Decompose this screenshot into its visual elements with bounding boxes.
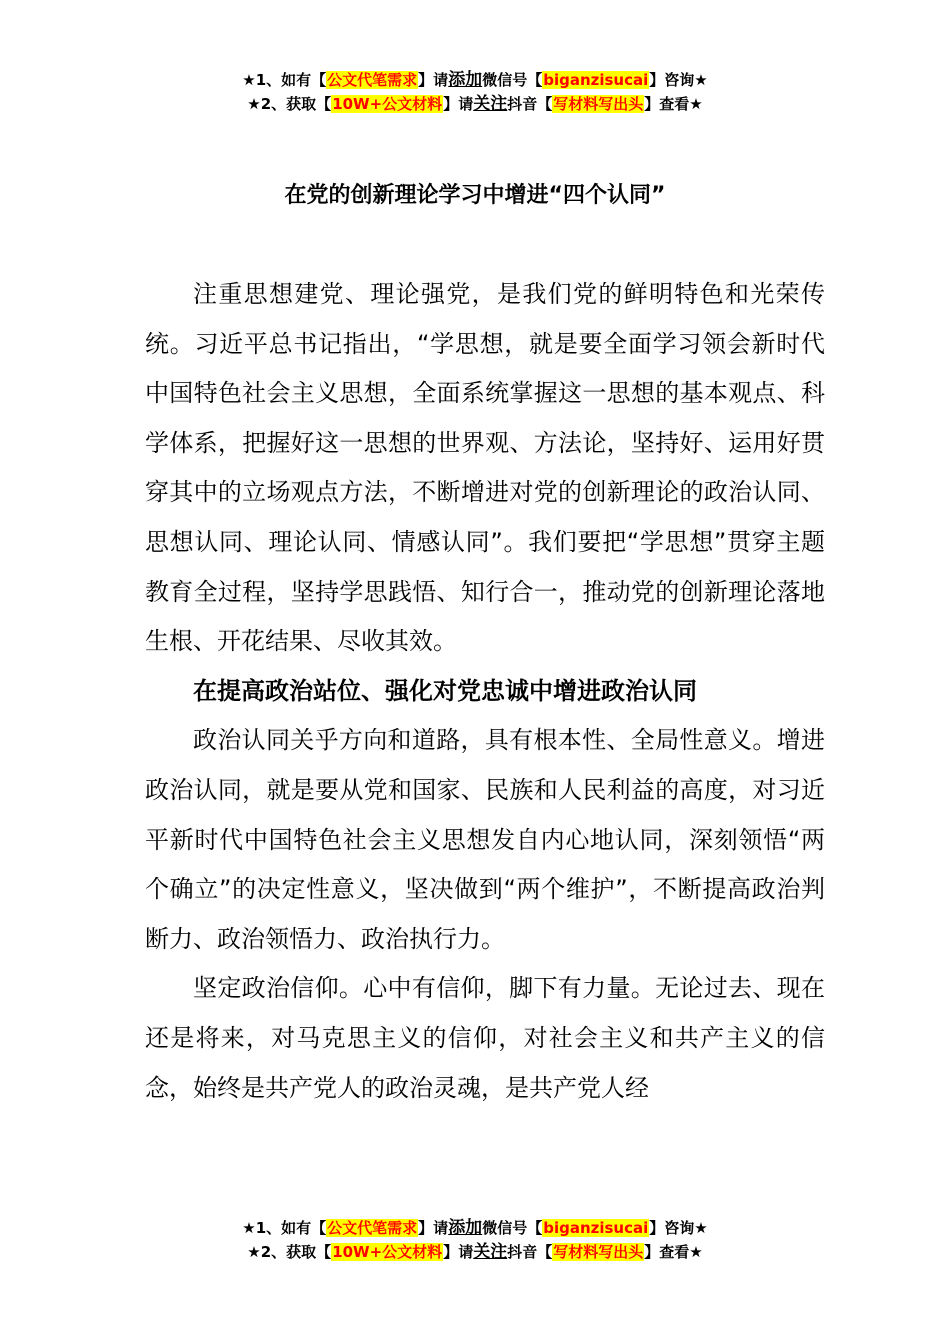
promo-highlight: 写材料写出头 [553,1243,644,1261]
promo-highlight: biganzisucai [543,1219,649,1237]
promo-highlight: 公文代笔需求 [327,1219,418,1237]
promo-text: 】咨询★ [649,71,708,89]
promo-text: 】请 [418,71,449,89]
promo-line-1 [0,1216,950,1240]
promo-text: 】请 [443,95,474,113]
top-promo-banner [0,68,950,116]
promo-text: 抖音【 [507,1243,553,1261]
promo-line-2 [0,1240,950,1264]
promo-text: 】请 [443,1243,474,1261]
promo-text: ★2、获取【 [247,1243,332,1261]
promo-text: 】请 [418,1219,449,1237]
body-paragraph: 政治认同关乎方向和道路，具有根本性、全局性意义。增进政治认同，就是要从党和国家、民族和人民利益的高度，对习近平新时代中国特色社会主义思想发自内心地认同，深刻领悟“两个确立”的决定性意义，坚决做到“两个维护”，不断提高政治判断力、政治领悟力、政治执行力。 [145,726,825,953]
promo-emphasis: 添加 [448,1218,483,1238]
body-paragraph: 注重思想建党、理论强党，是我们党的鲜明特色和光荣传统。习近平总书记指出，“学思想，就是要全面学习领会新时代中国特色社会主义思想，全面系统掌握这一思想的基本观点、科学体系，把握好这一思想的世界观、方法论，坚持好、运用好贯穿其中的立场观点方法，不断增进对党的创新理论的政治认同、思想认同、理论认同、情感认同”。我们要把“学思想”贯穿主题教育全过程，坚持学思践悟、知行合一，推动党的创新理论落地生根、开花结果、尽收其效。 [145,280,825,656]
promo-highlight: 公文代笔需求 [327,71,418,89]
promo-highlight: 10W+公文材料 [332,95,443,113]
promo-line-2 [0,92,950,116]
promo-highlight: 写材料写出头 [553,95,644,113]
promo-emphasis: 关注 [473,94,508,114]
promo-text: 微信号【 [482,1219,543,1237]
promo-text: ★1、如有【 [242,1219,327,1237]
promo-text: ★1、如有【 [242,71,327,89]
promo-emphasis: 关注 [473,1242,508,1262]
promo-line-1 [0,68,950,92]
promo-text: 】咨询★ [649,1219,708,1237]
bottom-promo-banner [0,1216,950,1264]
promo-text: 】查看★ [644,95,703,113]
promo-text: 抖音【 [507,95,553,113]
promo-emphasis: 添加 [448,70,483,90]
body-paragraph: 坚定政治信仰。心中有信仰，脚下有力量。无论过去、现在还是将来，对马克思主义的信仰，对社会主义和共产主义的信念，始终是共产党人的政治灵魂，是共产党人经 [145,974,825,1102]
promo-text: 】查看★ [644,1243,703,1261]
promo-text: ★2、获取【 [247,95,332,113]
document-title: 在党的创新理论学习中增进“四个认同” [284,183,666,208]
section-heading: 在提高政治站位、强化对党忠诚中增进政治认同 [193,676,697,705]
promo-highlight: 10W+公文材料 [332,1243,443,1261]
promo-text: 微信号【 [482,71,543,89]
document-body [145,270,825,1113]
promo-highlight: biganzisucai [543,71,649,89]
